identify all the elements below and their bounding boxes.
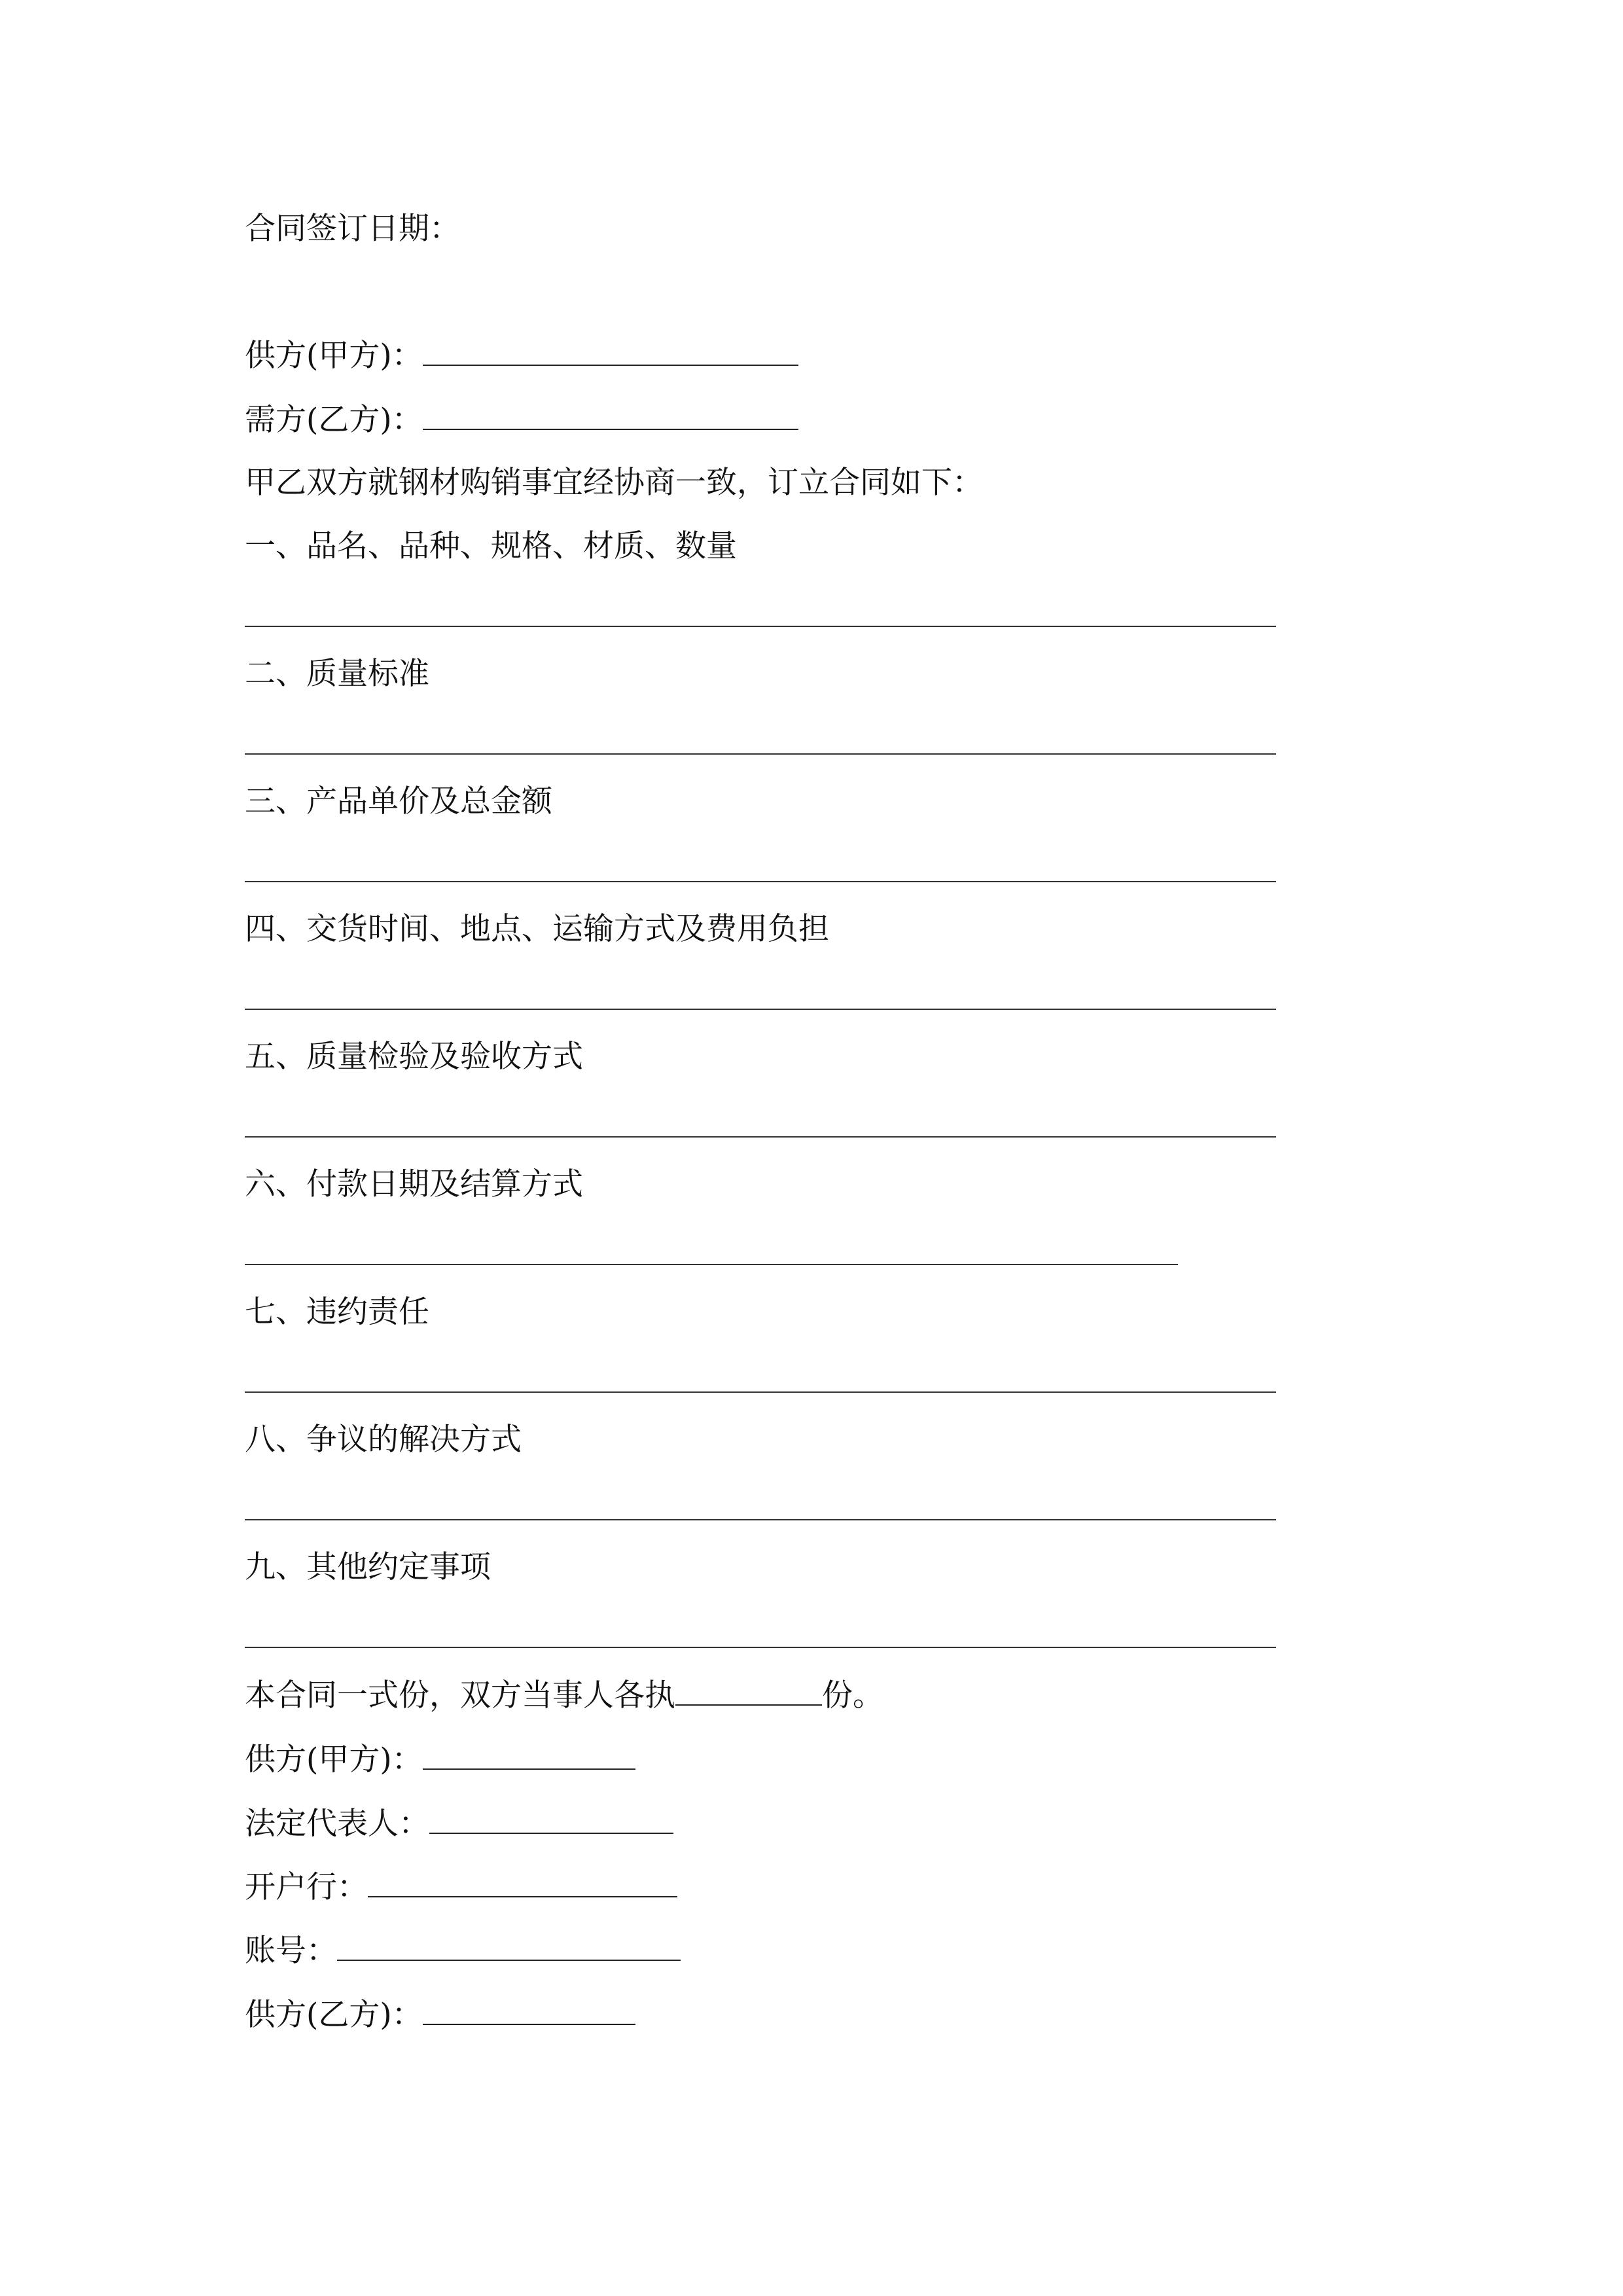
section-9-fill-line[interactable]	[245, 1647, 1276, 1648]
section-title: 三、产品单价及总金额	[245, 783, 552, 819]
section-3-fill-line[interactable]	[245, 881, 1276, 882]
bank-field[interactable]	[368, 1867, 677, 1897]
supplier-b-field[interactable]	[423, 1995, 635, 2025]
signature-supplier-a-line	[245, 1740, 635, 1779]
legal-rep-field[interactable]	[429, 1804, 673, 1834]
section-title: 八、争议的解决方式	[245, 1422, 522, 1458]
section-title: 九、其他约定事项	[245, 1549, 491, 1585]
legal-rep-line	[245, 1804, 673, 1843]
copies-count-field[interactable]	[675, 1676, 822, 1706]
supplier-party-line	[245, 336, 798, 375]
section-6-fill-line[interactable]	[245, 1264, 1178, 1265]
supplier-name-field[interactable]	[423, 336, 798, 366]
signature-supplier-b-line	[245, 1995, 635, 2034]
section-title: 四、交货时间、地点、运输方式及费用负担	[245, 911, 829, 947]
bank-line	[245, 1867, 677, 1907]
bank-label: 开户行：	[245, 1869, 368, 1905]
section-title: 五、质量检验及验收方式	[245, 1039, 583, 1075]
section-title: 一、品名、品种、规格、材质、数量	[245, 528, 737, 564]
section-5-fill-line[interactable]	[245, 1136, 1276, 1138]
buyer-label: 需方(乙方)：	[245, 402, 423, 438]
account-line	[245, 1931, 681, 1970]
copies-clause	[245, 1676, 883, 1715]
section-8-fill-line[interactable]	[245, 1519, 1276, 1520]
section-title: 六、付款日期及结算方式	[245, 1166, 583, 1202]
copies-suffix: 份。	[822, 1677, 883, 1713]
section-4-fill-line[interactable]	[245, 1009, 1276, 1010]
section-2-fill-line[interactable]	[245, 753, 1276, 755]
account-field[interactable]	[337, 1931, 681, 1961]
account-label: 账号：	[245, 1933, 337, 1969]
supplier-a-label: 供方(甲方)：	[245, 1742, 423, 1778]
section-1-fill-line[interactable]	[245, 626, 1276, 627]
section-title: 二、质量标准	[245, 656, 429, 692]
section-title: 七、违约责任	[245, 1294, 429, 1330]
supplier-label: 供方(甲方)：	[245, 338, 423, 374]
supplier-b-label: 供方(乙方)：	[245, 1997, 423, 2033]
legal-rep-label: 法定代表人：	[245, 1806, 429, 1842]
sign-date-label: 合同签订日期：	[245, 211, 460, 247]
section-7-fill-line[interactable]	[245, 1391, 1276, 1393]
intro-text: 甲乙双方就钢材购销事宜经协商一致，订立合同如下：	[245, 465, 983, 501]
supplier-a-field[interactable]	[423, 1740, 635, 1770]
copies-prefix: 本合同一式份，双方当事人各执	[245, 1677, 675, 1713]
buyer-name-field[interactable]	[423, 400, 798, 430]
buyer-party-line	[245, 400, 798, 439]
